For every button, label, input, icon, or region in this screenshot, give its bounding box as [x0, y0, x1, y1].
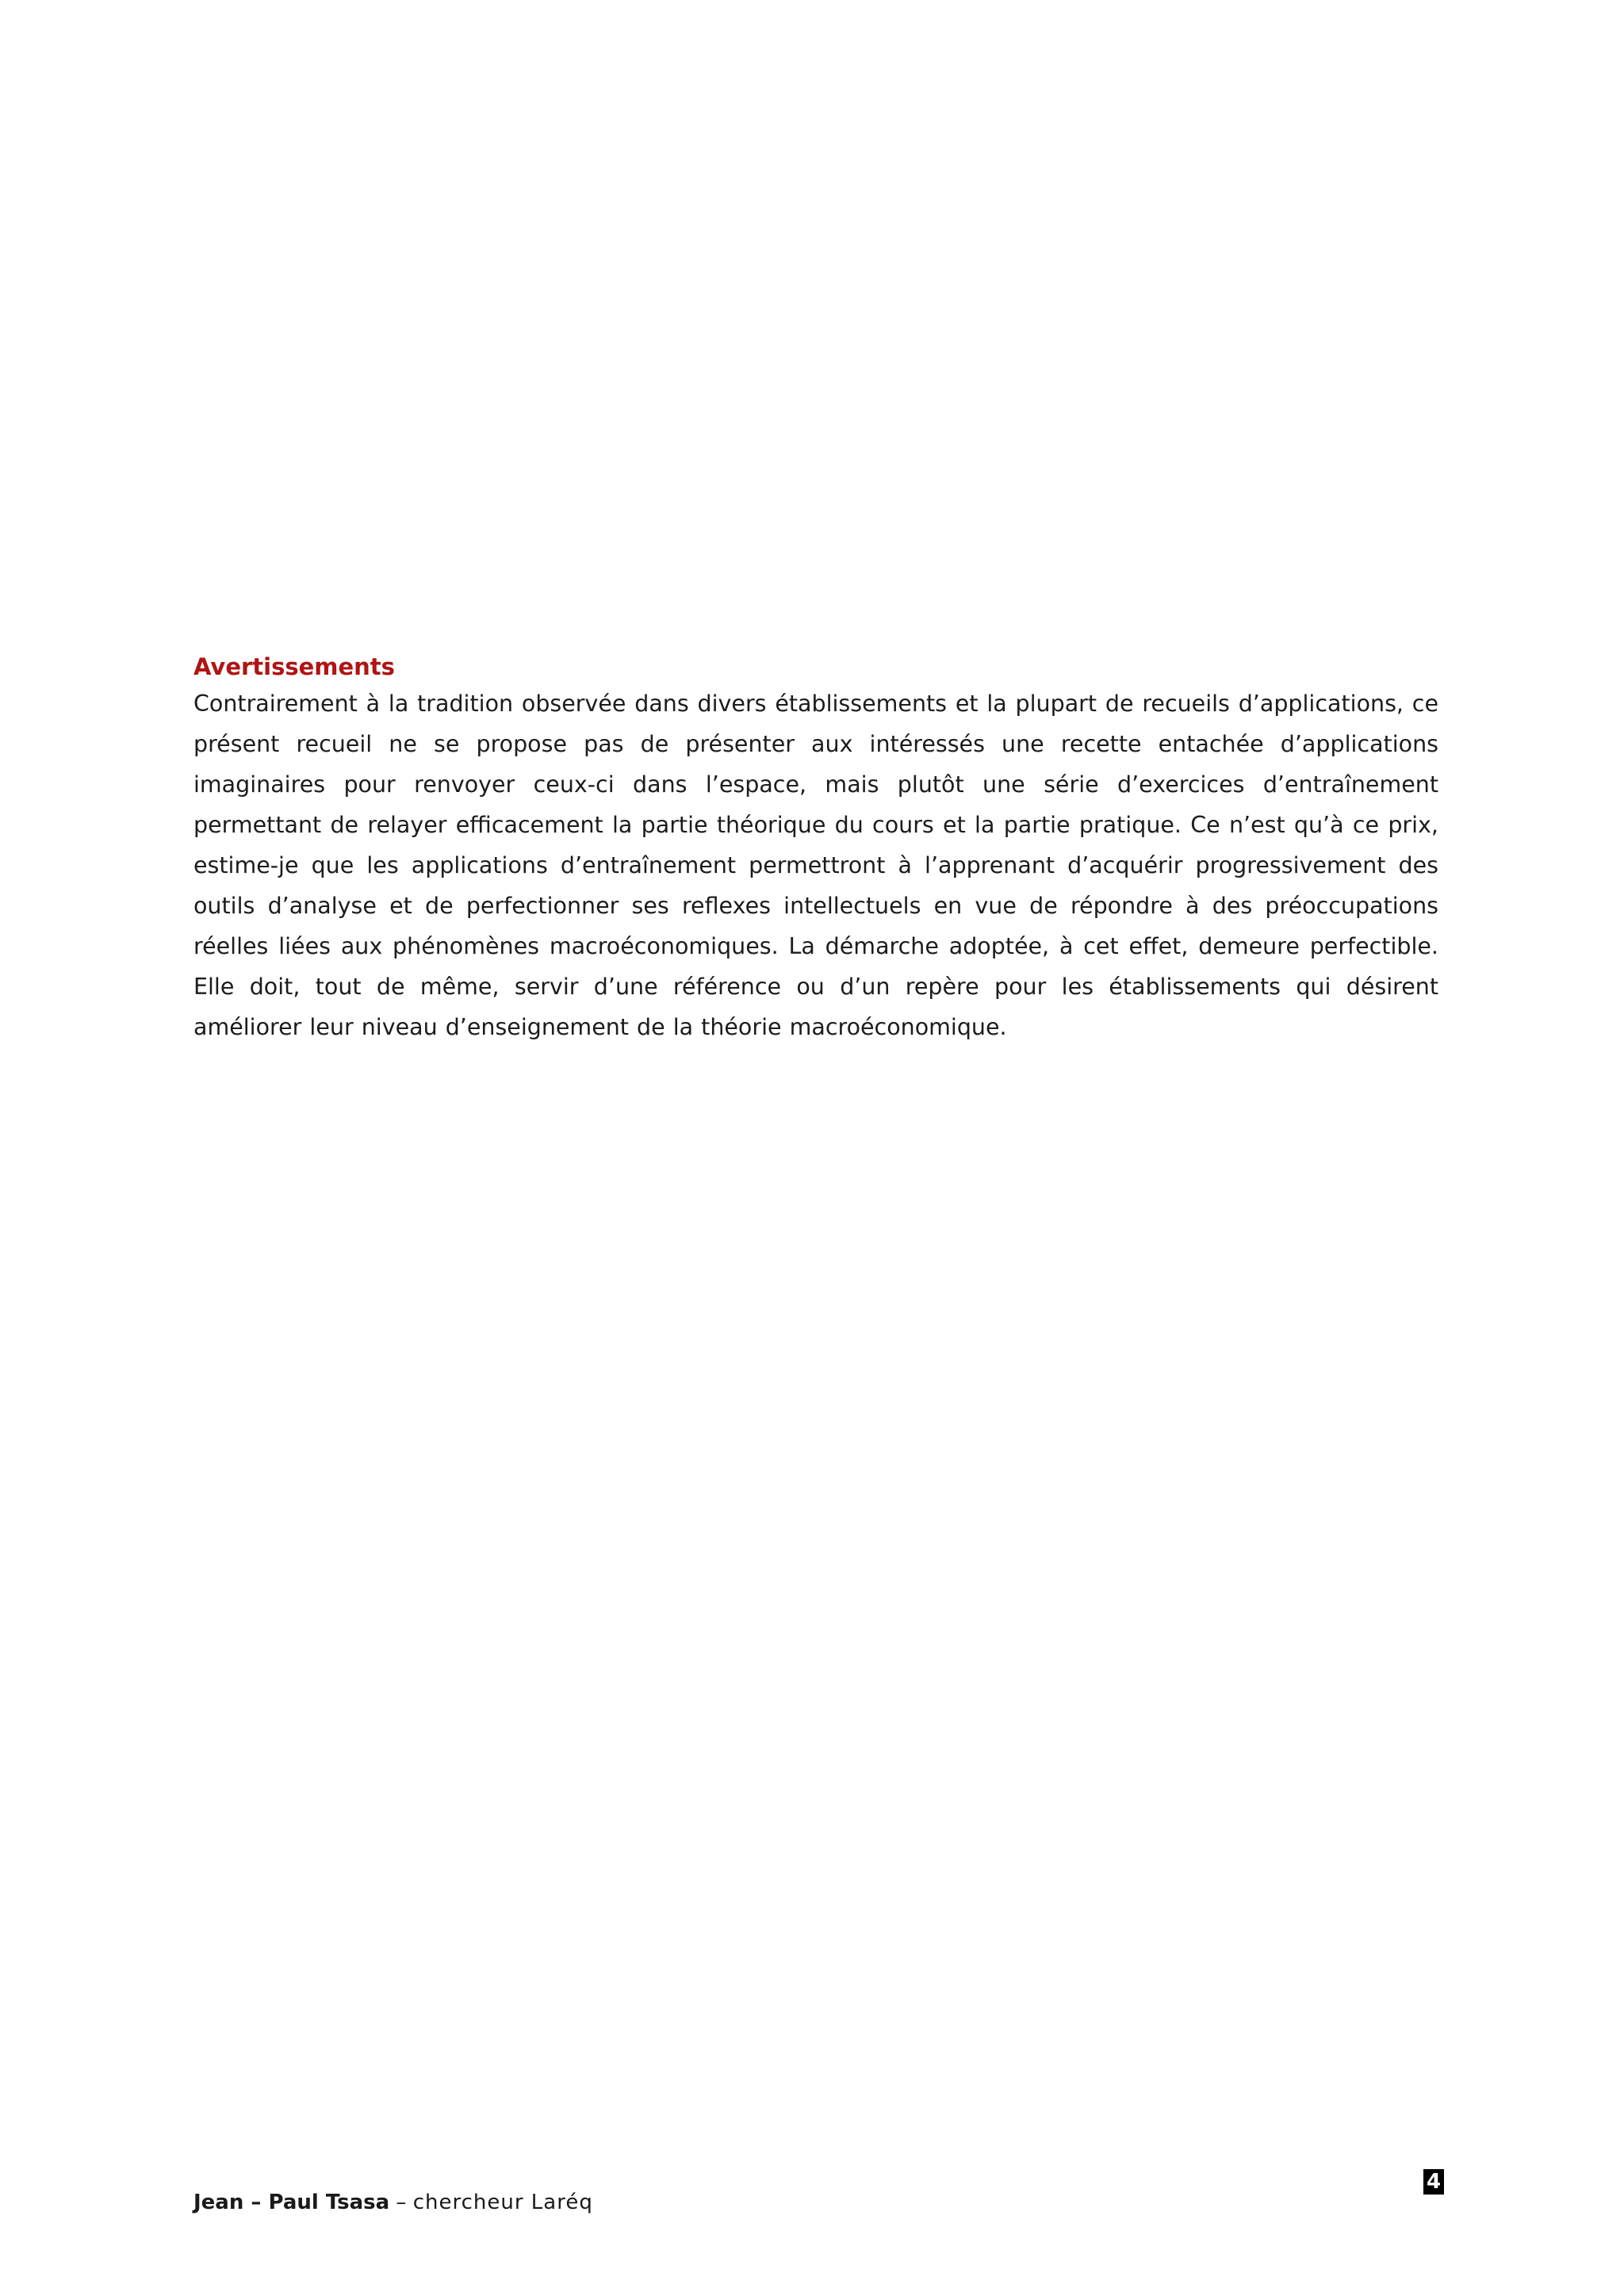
avertissements-section [193, 650, 1438, 1047]
section-title: Avertissements [193, 653, 395, 680]
page-number: 4 [1423, 2169, 1444, 2195]
footer [193, 2188, 593, 2217]
section-body: Contrairement à la tradition observée dans divers établissements et la plupart de recueils d’applications, ce présent recueil ne se propose pas de présenter aux intéressés une recette entachée d’applications imaginaires pour renvoyer ceux-ci dans l’espace, mais plutôt une série d’exercices d’entraînement permettant de relayer efficacement la partie théorique du cours et la partie pratique. Ce n’est qu’à ce prix, estime-je que les applications d’entraînement permettront à l’apprenant d’acquérir progressivement des outils d’analyse et de perfectionner ses reflexes intellectuels en vue de répondre à des préoccupations réelles liées aux phénomènes macroéconomiques. La démarche adoptée, à cet effet, demeure perfectible. Elle doit, tout de même, servir d’une référence ou d’un repère pour les établissements qui désirent améliorer leur niveau d’enseignement de la théorie macroéconomique. [193, 691, 1438, 1040]
footer-separator: – [389, 2191, 413, 2214]
footer-author: Jean – Paul Tsasa [193, 2191, 390, 2214]
footer-role: chercheur Laréq [412, 2191, 593, 2214]
